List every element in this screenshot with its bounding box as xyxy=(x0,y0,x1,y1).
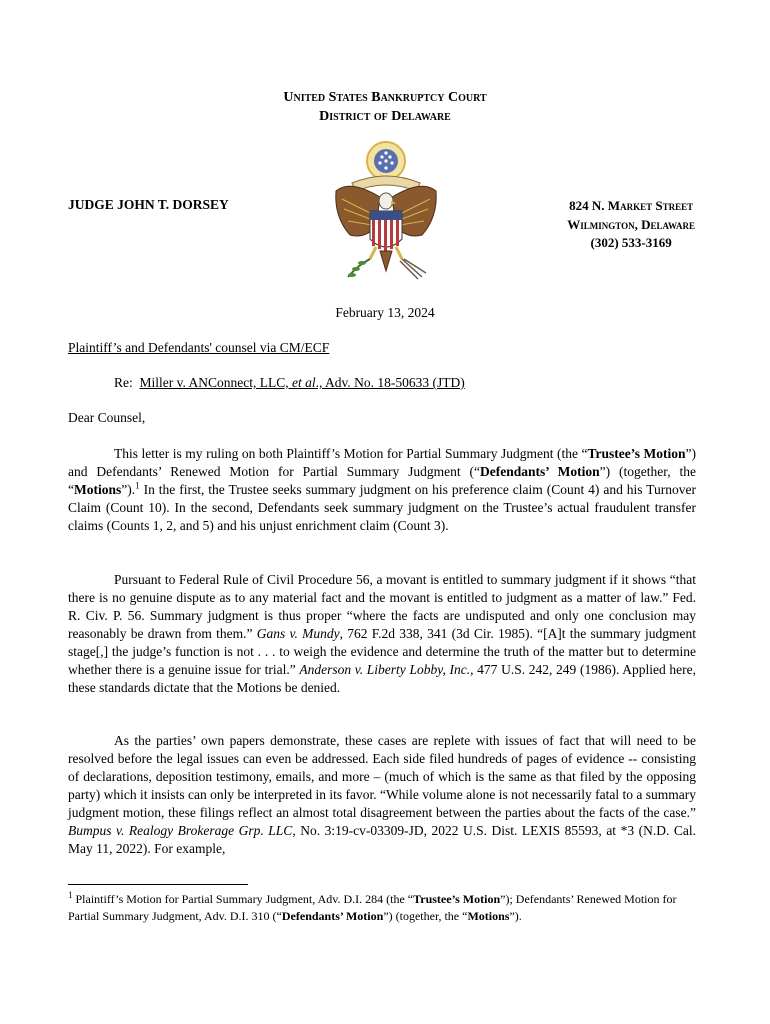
case-number: ., Adv. No. 18-50633 (JTD) xyxy=(315,375,465,390)
fn-defined-trustees-motion: Trustee’s Motion xyxy=(413,892,501,906)
case-et-al: et al xyxy=(291,375,316,390)
paragraph-ruling xyxy=(68,445,696,535)
address-city: Wilmington, Delaware xyxy=(567,216,695,232)
p2-text-3: , 477 U.S. 242, 249 (1986). Applied here, these standards dictate that the Motions be denied. xyxy=(68,662,696,695)
p1-text-5: In the first, the Trustee seeks summary judgment on his preference claim (Count 4) and his Turnover Claim (Count 10). In the second, Defendants seek summary judgment on the Trustee’s actual fraudulent transfer claims (Counts 1, 2, and 5) and his unjust enrichment claim (Count 3). xyxy=(68,482,696,533)
fn-defined-defendants-motion: Defendants’ Motion xyxy=(281,908,384,923)
court-name: United States Bankruptcy Court xyxy=(283,90,487,105)
p1-defined-trustees-motion: Trustee’s Motion xyxy=(587,446,686,461)
salutation: Dear Counsel, xyxy=(68,410,146,425)
p3-text-1: As the parties’ own papers demonstrate, these cases are replete with issues of fact that will need to be resolved before the legal issues can even be addressed. Each side filed hundreds of pages of evidence -- consisting of declarations, deposition testimony, emails, and more – (much of which is the same as that filed by the opposing party) which it insists can only be interpreted in its favor. “While volume alone is not necessarily fatal to a summary judgment motion, these filings reflect an almost total disagreement between the parties about the facts of the case.” xyxy=(68,733,696,820)
p1-text-1: This letter is my ruling on both Plaintiff’s Motion for Partial Summary Judgment (the “ xyxy=(114,446,588,461)
p2-cite-anderson: Anderson v. Liberty Lobby, Inc. xyxy=(299,662,471,677)
p1-defined-motions: Motions xyxy=(74,482,122,497)
fn-text-3: ”) (together, the “ xyxy=(383,908,468,923)
counsel-line: Plaintiff’s and Defendants' counsel via CM/ECF xyxy=(68,340,330,355)
footnote-divider xyxy=(68,884,248,885)
p1-text-4: ”). xyxy=(121,482,136,497)
p1-defined-defendants-motion: Defendants’ Motion xyxy=(480,464,600,479)
judge-name: JUDGE JOHN T. DORSEY xyxy=(68,197,229,212)
case-name: Miller v. ANConnect, LLC, xyxy=(139,375,292,390)
p1-text-2: ”) and Defendants’ Renewed Motion for Partial Summary Judgment (“ xyxy=(68,446,697,479)
letter-date: February 13, 2024 xyxy=(335,305,435,320)
paragraph-standard xyxy=(68,571,696,697)
great-seal-icon xyxy=(330,139,442,281)
address-phone: (302) 533-3169 xyxy=(590,235,672,250)
re-prefix: Re: xyxy=(114,375,133,390)
fn-text-4: ”). xyxy=(509,908,522,923)
p2-cite-gans: Gans v. Mundy xyxy=(256,626,340,641)
p2-text-1: Pursuant to Federal Rule of Civil Procedure 56, a movant is entitled to summary judgment if it shows “that there is no genuine dispute as to any material fact and the movant is entitled to judgment as a matter of law.” Fed. R. Civ. P. 56. Summary judgment is thus proper “where the facts are undisputed and only one conclusion may reasonably be drawn from them.” xyxy=(68,572,696,641)
p3-cite-bumpus: Bumpus v. Realogy Brokerage Grp. LLC xyxy=(68,823,293,838)
court-district: District of Delaware xyxy=(319,109,451,124)
fn-text-2: ”); Defendants’ Renewed Motion for Partial Summary Judgment, Adv. D.I. 310 (“ xyxy=(68,892,677,923)
p2-text-2: , 762 F.2d 338, 341 (3d Cir. 1985). “[A]t the summary judgment stage[,] the judge’s function is not . . . to weigh the evidence and determine the truth of the matter but to determine whether there is a genuine issue for trial.” xyxy=(68,626,697,677)
footnote-ref: 1 xyxy=(135,480,140,491)
footnote-number: 1 xyxy=(68,890,73,900)
chambers-address xyxy=(567,197,695,253)
case-caption xyxy=(140,375,465,390)
paragraph-issues xyxy=(68,732,696,858)
p3-text-2: , No. 3:19-cv-03309-JD, 2022 U.S. Dist. LEXIS 85593, at *3 (N.D. Cal. May 11, 2022). For example, xyxy=(68,823,696,856)
court-heading xyxy=(0,88,770,126)
fn-text-1: Plaintiff’s Motion for Partial Summary Judgment, Adv. D.I. 284 (the “ xyxy=(72,892,414,906)
address-street: 824 N. Market Street xyxy=(569,198,694,213)
p1-text-3: ”) (together, the “ xyxy=(68,464,696,497)
re-line xyxy=(114,375,465,391)
fn-defined-motions: Motions xyxy=(467,908,510,923)
footnote xyxy=(68,891,696,924)
